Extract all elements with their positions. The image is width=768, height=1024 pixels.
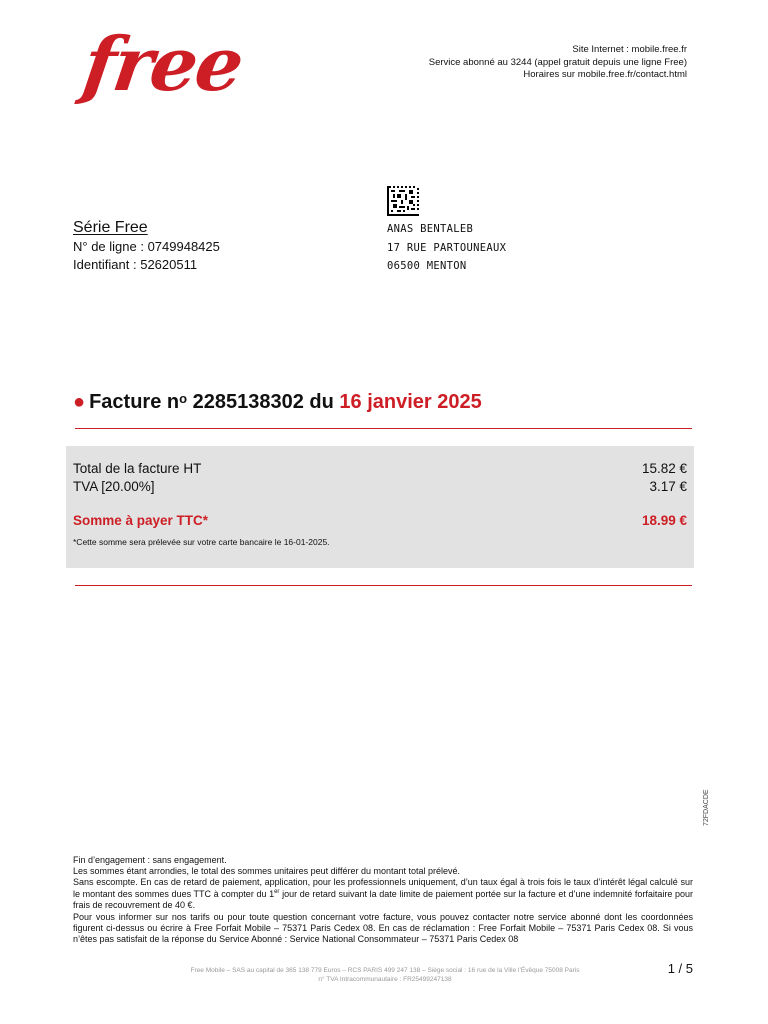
- tva-label: TVA [20.00%]: [73, 479, 155, 494]
- legal-late-payment-b: jour de retard suivant la date limite de paiement portée sur la facture et d’une indemnité forfaitaire pour frais de recouvrement de 40 €.: [73, 889, 693, 911]
- ttc-label: Somme à payer TTC*: [73, 513, 209, 528]
- total-ht-label: Total de la facture HT: [73, 461, 202, 476]
- invoice-date: 16 janvier 2025: [339, 391, 482, 413]
- total-ht-value: 15.82 €: [641, 461, 687, 476]
- payment-note: *Cette somme sera prélevée sur votre carte bancaire le 16-01-2025.: [73, 537, 330, 547]
- bullet-icon: ●: [73, 391, 86, 413]
- invoice-title-prefix: Facture n: [89, 391, 180, 413]
- legal-late-payment: [73, 877, 693, 911]
- serie-title: Série Free: [73, 219, 148, 236]
- divider-top: [75, 428, 692, 429]
- side-code: 72FDACDE: [703, 789, 710, 826]
- ttc-value: 18.99 €: [641, 513, 687, 528]
- invoice-title: [73, 391, 482, 414]
- identifiant: Identifiant : 52620511: [73, 257, 198, 272]
- address-name: ANAS BENTALEB: [387, 223, 474, 235]
- invoice-title-sup: o: [179, 391, 188, 406]
- free-logo: free: [77, 22, 248, 108]
- company-footer: [150, 966, 620, 984]
- address-street: 17 RUE PARTOUNEAUX: [387, 242, 507, 254]
- contact-website: Site Internet : mobile.free.fr: [572, 44, 687, 55]
- legal-rounding: Les sommes étant arrondies, le total des sommes unitaires peut différer du montant total prélevé.: [73, 865, 461, 876]
- legal-engagement: Fin d’engagement : sans engagement.: [73, 855, 227, 865]
- divider-bottom: [75, 585, 692, 586]
- footer-vat-line: n° TVA Intracommunautaire : FR25499247138: [318, 976, 452, 983]
- contact-phone: Service abonné au 3244 (appel gratuit depuis une ligne Free): [428, 56, 687, 68]
- legal-block: [73, 855, 693, 911]
- invoice-number: 2285138302 du: [187, 391, 340, 413]
- legal-late-payment-sup: er: [274, 889, 280, 896]
- contact-hours: Horaires sur mobile.free.fr/contact.html: [523, 69, 687, 80]
- tva-value: 3.17 €: [649, 479, 687, 494]
- line-number: N° de ligne : 0749948425: [73, 239, 220, 254]
- footer-company-line: Free Mobile – SAS au capital de 365 138 779 Euros – RCS PARIS 499 247 138 – Siège social : 16 rue de la Ville l’Évêque 75008 Paris: [190, 967, 580, 974]
- datamatrix-code-icon: [387, 186, 419, 216]
- legal-late-payment-a: Sans escompte. En cas de retard de paiement, application, pour les professionnels uniquement, d’un taux égal à trois fois le taux d’intérêt légal calculé sur le montant des sommes dues TTC à compter du 1: [73, 876, 693, 900]
- legal-contact: Pour vous informer sur nos tarifs ou pour toute question concernant votre facture, vous pouvez contacter notre service abonné dont les coordonnées figurent ci-dessus ou écrire à Free Forfait Mobile – 75371 Paris Cedex 08. En cas de réclamation : Free Forfait Mobile – 75371 Paris Cedex 08. Si vous n’êtes pas satisfait de la réponse du Service Abonné : Service National Consommateur – 75371 Paris Cedex 08: [73, 912, 693, 944]
- page-number: 1 / 5: [667, 961, 693, 976]
- address-city: 06500 MENTON: [387, 260, 467, 272]
- contact-info: [429, 44, 687, 82]
